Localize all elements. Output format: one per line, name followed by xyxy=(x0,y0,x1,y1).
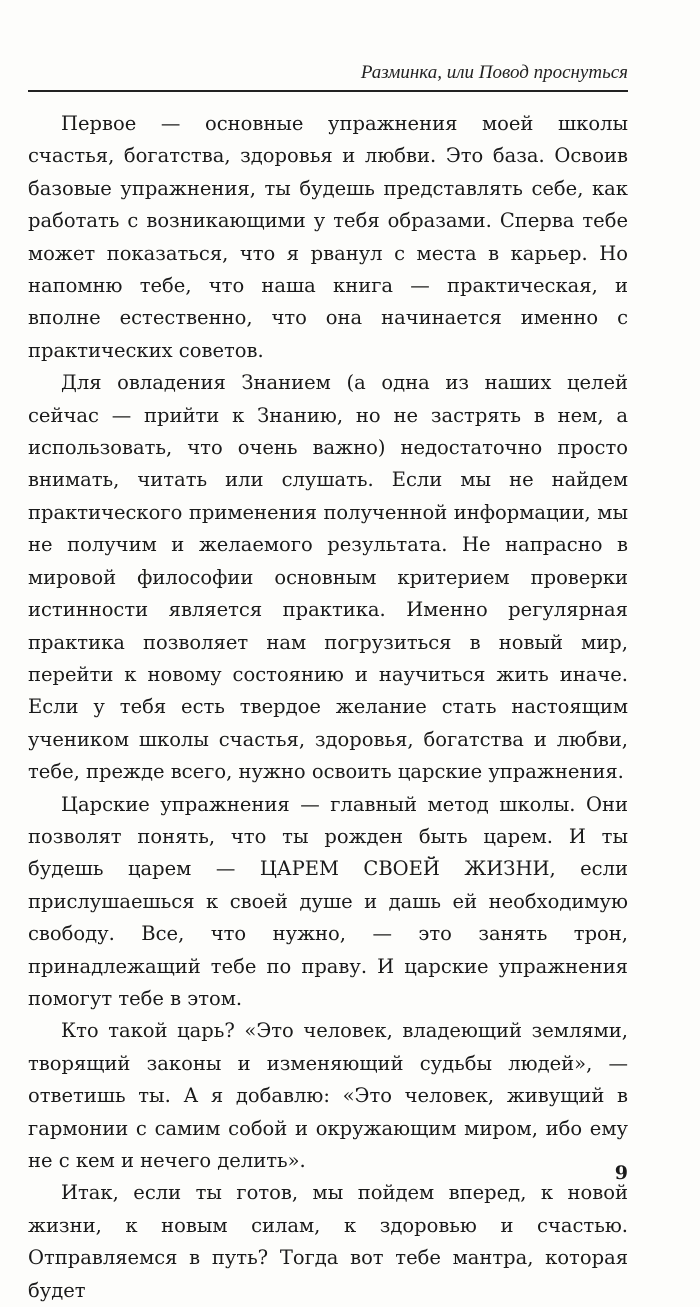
header-rule xyxy=(28,90,628,92)
page-number: 9 xyxy=(614,1162,628,1184)
paragraph-4: Кто такой царь? «Это человек, владеющий землями, творящий законы и изменяющий судьбы людей», — ответишь ты. А я добавлю: «Это человек, живущий в гармонии с самим собой и окружающим миром, ибо ему не с кем и нечего делить». xyxy=(28,1019,628,1172)
paragraph-5: Итак, если ты готов, мы пойдем вперед, к новой жизни, к новым силам, к здоровью и счастью. Отправляемся в путь? Тогда вот тебе мантра, которая будет xyxy=(28,1181,628,1302)
paragraph-3: Царские упражнения — главный метод школы. Они позволят понять, что ты рожден быть царем. И ты будешь царем — ЦАРЕМ СВОЕЙ ЖИЗНИ, если прислушаешься к своей душе и дашь ей необходимую свободу. Все, что нужно, — это занять трон, принадлежащий тебе по праву. И царские упражнения помогут тебе в этом. xyxy=(28,792,628,1010)
body-text xyxy=(28,108,628,1307)
running-head: Разминка, или Повод проснуться xyxy=(360,62,628,83)
paragraph-1: Первое — основные упражнения моей школы счастья, богатства, здоровья и любви. Это база. Освоив базовые упражнения, ты будешь представлять себе, как работать с возникающими у тебя образами. Сперва тебе может показаться, что я рванул с места в карьер. Но напомню тебе, что наша книга — практическая, и вполне естественно, что она начинается именно с практических советов. xyxy=(28,112,628,362)
paragraph-2: Для овладения Знанием (а одна из наших целей сейчас — прийти к Знанию, но не застрять в нем, а использовать, что очень важно) недостаточно просто внимать, читать или слушать. Если мы не найдем практического применения полученной информации, мы не получим и желаемого результата. Не напрасно в мировой философии основным критерием проверки истинности является практика. Именно регулярная практика позволяет нам погрузиться в новый мир, перейти к новому состоянию и научиться жить иначе. Если у тебя есть твердое желание стать настоящим учеником школы счастья, здоровья, богатства и любви, тебе, прежде всего, нужно освоить царские упражнения. xyxy=(28,371,628,784)
